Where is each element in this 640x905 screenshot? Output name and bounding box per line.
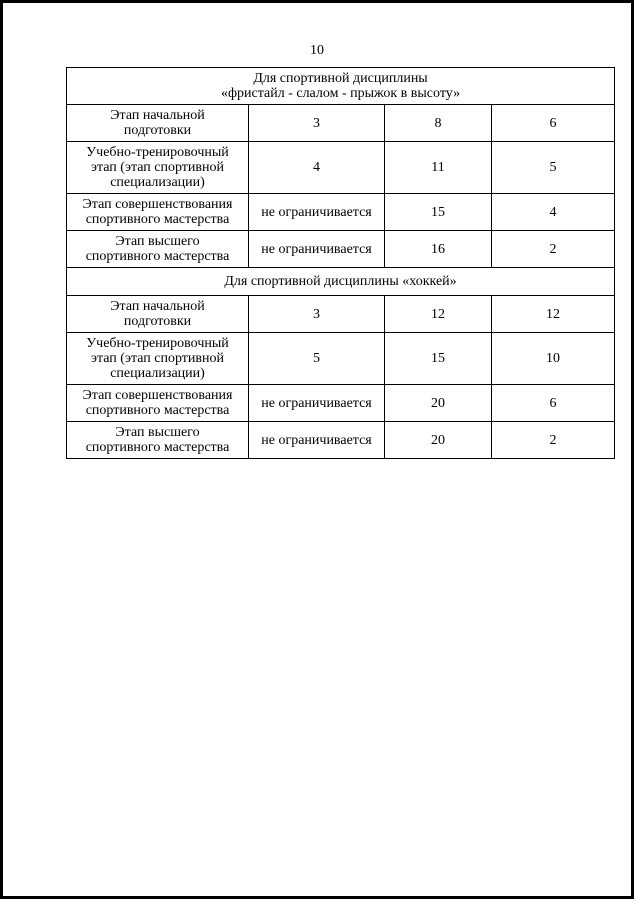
value-cell: 3 (249, 105, 385, 142)
value-cell: не ограничивается (249, 385, 385, 422)
table-row (67, 333, 615, 385)
training-stages-table (66, 67, 615, 459)
value-cell: 4 (492, 194, 615, 231)
value-cell: 6 (492, 385, 615, 422)
value-cell: не ограничивается (249, 194, 385, 231)
stage-cell: Этап начальной подготовки (67, 105, 249, 142)
value-cell: 16 (385, 231, 492, 268)
section-header-row (67, 268, 615, 296)
value-cell: не ограничивается (249, 231, 385, 268)
stage-cell: Учебно-тренировочный этап (этап спортивной специализации) (67, 333, 249, 385)
value-cell: 11 (385, 142, 492, 194)
stage-cell: Учебно-тренировочный этап (этап спортивной специализации) (67, 142, 249, 194)
value-cell: 20 (385, 422, 492, 459)
stage-cell: Этап совершенствования спортивного мастерства (67, 194, 249, 231)
value-cell: 3 (249, 296, 385, 333)
stage-cell: Этап высшего спортивного мастерства (67, 231, 249, 268)
page-number: 10 (310, 43, 324, 58)
table-row (67, 296, 615, 333)
value-cell: 8 (385, 105, 492, 142)
value-cell: 2 (492, 231, 615, 268)
table-row (67, 231, 615, 268)
section-title: Для спортивной дисциплины «хоккей» (67, 268, 615, 296)
table-row (67, 385, 615, 422)
table-row (67, 194, 615, 231)
table-row (67, 142, 615, 194)
value-cell: 15 (385, 333, 492, 385)
stage-cell: Этап начальной подготовки (67, 296, 249, 333)
value-cell: 12 (385, 296, 492, 333)
stage-cell: Этап высшего спортивного мастерства (67, 422, 249, 459)
value-cell: 12 (492, 296, 615, 333)
section-header-row (67, 68, 615, 105)
section-title: Для спортивной дисциплины «фристайл - слалом - прыжок в высоту» (67, 68, 615, 105)
value-cell: 6 (492, 105, 615, 142)
table-row (67, 422, 615, 459)
stage-cell: Этап совершенствования спортивного мастерства (67, 385, 249, 422)
value-cell: не ограничивается (249, 422, 385, 459)
value-cell: 10 (492, 333, 615, 385)
value-cell: 5 (492, 142, 615, 194)
value-cell: 5 (249, 333, 385, 385)
value-cell: 2 (492, 422, 615, 459)
table-row (67, 105, 615, 142)
value-cell: 15 (385, 194, 492, 231)
value-cell: 20 (385, 385, 492, 422)
value-cell: 4 (249, 142, 385, 194)
